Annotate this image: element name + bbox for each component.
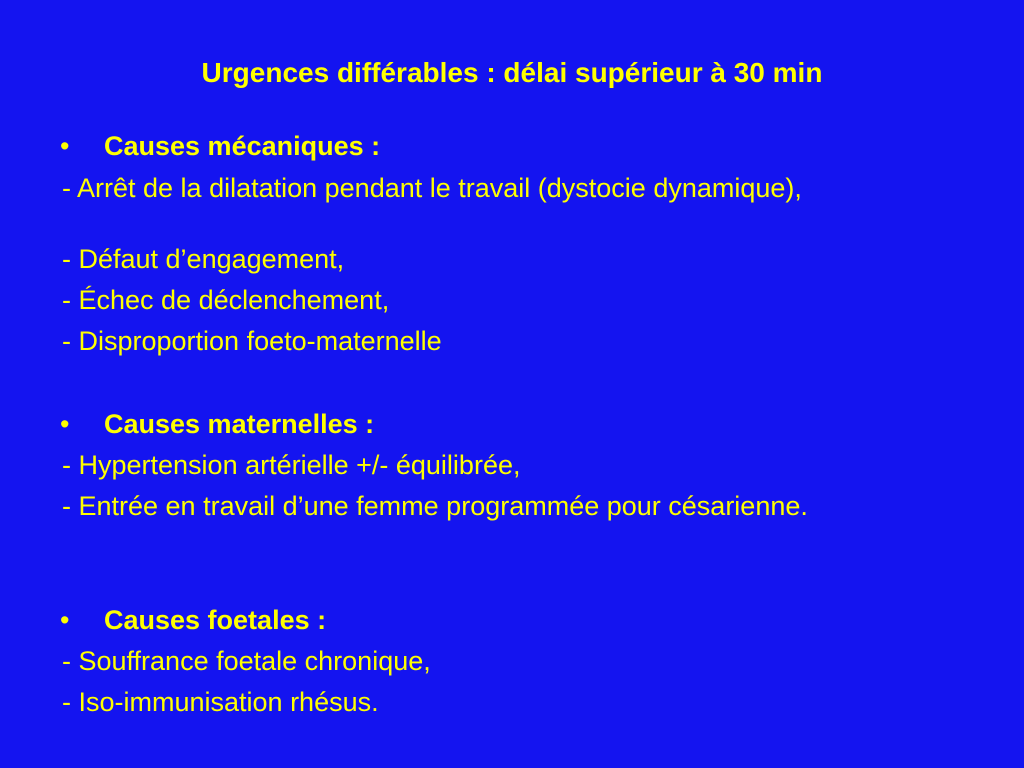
list-item: - Iso-immunisation rhésus. [62,687,379,717]
bullet-icon: • [60,409,70,439]
bullet-icon: • [60,131,70,161]
section-heading-label: Causes mécaniques : [104,131,381,161]
section-heading-maternelles [60,408,374,440]
bullet-icon: • [60,605,70,635]
list-item: - Défaut d’engagement, [62,244,345,274]
list-item: - Hypertension artérielle +/- équilibrée, [62,450,521,480]
section-heading-label: Causes foetales : [104,605,327,635]
slide-title: Urgences différables : délai supérieur à 30 min [201,57,823,88]
list-item: - Échec de déclenchement, [62,285,390,315]
section-heading-foetales [60,604,326,636]
section-heading-mecaniques [60,130,380,162]
list-item: - Arrêt de la dilatation pendant le travail (dystocie dynamique), [62,173,802,203]
list-item: - Entrée en travail d’une femme programmée pour césarienne. [62,491,808,521]
section-heading-label: Causes maternelles : [104,409,375,439]
list-item: - Disproportion foeto-maternelle [62,326,442,356]
list-item: - Souffrance foetale chronique, [62,646,431,676]
